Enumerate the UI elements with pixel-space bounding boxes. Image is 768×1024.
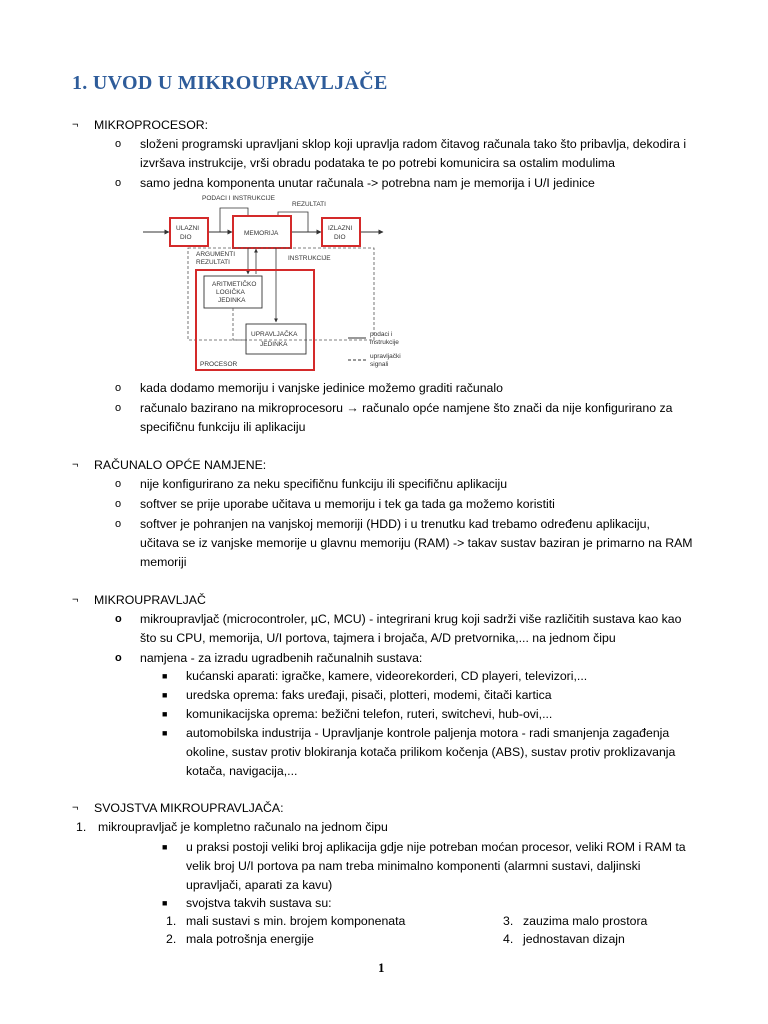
label-izlazni-2: DIO xyxy=(334,234,346,241)
legend-1a: podaci i xyxy=(370,331,393,338)
bullet-circle: o xyxy=(115,652,122,664)
legend-1b: instrukcije xyxy=(370,339,399,346)
property-number: 3. xyxy=(503,914,514,928)
bullet-square: ■ xyxy=(162,690,168,700)
bullet-text: što su CPU, memorija, U/I portova, tajmera i brojača, A/D pretvornika,... na jednom čipu xyxy=(140,631,616,645)
bullet-text: računalo bazirano na mikroprocesoru → računalo opće namjene što znači da nije konfigurirano za xyxy=(140,401,673,415)
sub-bullet-text: upravljači, aparati za kavu) xyxy=(186,878,333,892)
section-marker: ¬ xyxy=(72,802,79,814)
sub-bullet-text: kućanski aparati: igračke, kamere, videorekorderi, CD playeri, televizori,... xyxy=(186,669,588,683)
label-alu-3: JEDINKA xyxy=(218,297,246,304)
bullet-square: ■ xyxy=(162,898,168,908)
sub-bullet-text: uredska oprema: faks uređaji, pisači, plotteri, modemi, čitači kartica xyxy=(186,688,552,702)
bullet-text: nije konfigurirano za neku specifičnu funkciju ili specifičnu aplikaciju xyxy=(140,477,508,491)
legend-2b: signali xyxy=(370,361,389,368)
sub-bullet-text: kotača, navigacija,... xyxy=(186,764,298,778)
bullet-circle: o xyxy=(115,518,122,530)
numbered-marker: 1. xyxy=(76,820,87,834)
box-ulazni-dio xyxy=(170,218,208,246)
bullet-text: kada dodamo memoriju i vanjske jedinice možemo graditi računalo xyxy=(140,381,503,395)
bullet-square: ■ xyxy=(162,728,168,738)
page-number: 1 xyxy=(378,960,385,975)
sub-bullet-text: automobilska industrija - Upravljanje kontrole paljenja motora - radi smanjenja zagađenja xyxy=(186,726,670,740)
label-cu-1: UPRAVLJAČKA xyxy=(251,331,298,338)
box-izlazni-dio xyxy=(322,218,360,246)
label-rezultati-mid: REZULTATI xyxy=(196,259,230,266)
bullet-circle: o xyxy=(115,402,122,414)
property-text: zauzima malo prostora xyxy=(523,914,648,928)
bullet-text: složeni programski upravljani sklop koji upravlja radom čitavog računala tako što pribavlja, dekodira i xyxy=(140,137,687,151)
bullet-circle: o xyxy=(115,138,122,150)
sub-bullet-text: okoline, sustav protiv blokiranja kotača prilikom kočenja (ABS), sustav protiv proklizavanja xyxy=(186,745,676,759)
bullet-circle: o xyxy=(115,382,122,394)
bullet-square: ■ xyxy=(162,709,168,719)
box-upravljacka xyxy=(246,324,306,354)
bullet-text: memoriji xyxy=(140,555,187,569)
sub-bullet-text: u praksi postoji veliki broj aplikacija gdje nije potreban moćan procesor, veliki ROM i RAM ta xyxy=(186,840,686,854)
label-cu-2: JEDINKA xyxy=(260,341,288,348)
section-marker: ¬ xyxy=(72,459,79,471)
section-marker: ¬ xyxy=(72,594,79,606)
numbered-text: mikroupravljač je kompletno računalo na jednom čipu xyxy=(98,820,388,834)
bullet-text: izvršava instrukcije, vrši obradu podataka te po potrebi komunicira sa ostalim modulima xyxy=(140,156,616,170)
sub-bullet-text: komunikacijska oprema: bežični telefon, ruteri, switchevi, hub-ovi,... xyxy=(186,707,553,721)
property-text: jednostavan dizajn xyxy=(523,932,625,946)
sub-bullet-text: svojstva takvih sustava su: xyxy=(186,896,332,910)
section-heading-mikroupravljac: MIKROUPRAVLJAČ xyxy=(94,593,206,607)
label-memorija: MEMORIJA xyxy=(244,230,279,237)
bullet-text: softver se prije uporabe učitava u memoriju i tek ga tada ga možemo koristiti xyxy=(140,497,555,511)
label-izlazni-1: IZLAZNI xyxy=(328,225,353,232)
bullet-text: specifičnu funkciju ili aplikaciju xyxy=(140,420,306,434)
bullet-text: samo jedna komponenta unutar računala -> potrebna nam je memorija i U/I jedinice xyxy=(140,176,595,190)
section-marker: ¬ xyxy=(72,119,79,131)
bullet-text: softver je pohranjen na vanjskoj memoriji (HDD) i u trenutku kad trebamo određenu aplikaciju, xyxy=(140,517,650,531)
property-number: 2. xyxy=(166,932,177,946)
label-podaci: PODACI I INSTRUKCIJE xyxy=(202,195,275,202)
legend-2a: upravljački xyxy=(370,353,401,360)
section-heading-mikroprocesor: MIKROPROCESOR: xyxy=(94,118,209,132)
label-alu-2: LOGIČKA xyxy=(216,289,245,296)
section-heading-svojstva: SVOJSTVA MIKROUPRAVLJAČA: xyxy=(94,801,284,815)
label-instrukcije: INSTRUKCIJE xyxy=(288,255,331,262)
label-ulazni-2: DIO xyxy=(180,234,192,241)
processor-block-diagram xyxy=(138,190,423,376)
label-rezultati-top: REZULTATI xyxy=(292,201,326,208)
section-heading-racunalo: RAČUNALO OPĆE NAMJENE: xyxy=(94,458,267,472)
label-ulazni-1: ULAZNI xyxy=(176,225,200,232)
bullet-text: učitava se iz vanjske memorije u glavnu memoriju (RAM) -> takav sustav baziran je primarno na RAM xyxy=(140,536,693,550)
bullet-circle: o xyxy=(115,613,122,625)
label-procesor: PROCESOR xyxy=(200,361,238,368)
page-title: 1. UVOD U MIKROUPRAVLJAČE xyxy=(72,72,388,94)
bullet-text: namjena - za izradu ugradbenih računalnih sustava: xyxy=(140,651,423,665)
label-alu-1: ARITMETIČKO xyxy=(212,281,257,288)
bullet-square: ■ xyxy=(162,671,168,681)
bullet-square: ■ xyxy=(162,842,168,852)
bullet-circle: o xyxy=(115,498,122,510)
property-number: 1. xyxy=(166,914,177,928)
property-text: mala potrošnja energije xyxy=(186,932,314,946)
bullet-circle: o xyxy=(115,478,122,490)
bullet-circle: o xyxy=(115,177,122,189)
property-number: 4. xyxy=(503,932,514,946)
label-argumenti: ARGUMENTI xyxy=(196,251,235,258)
property-text: mali sustavi s min. brojem komponenata xyxy=(186,914,406,928)
sub-bullet-text: velik broj U/I portova pa nam treba minimalno komponenti (alarmni sustavi, daljinski xyxy=(186,859,641,873)
bullet-text: mikroupravljač (microcontroler, µC, MCU) - integrirani krug koji sadrži više različitih sustava kao kao xyxy=(140,612,682,626)
